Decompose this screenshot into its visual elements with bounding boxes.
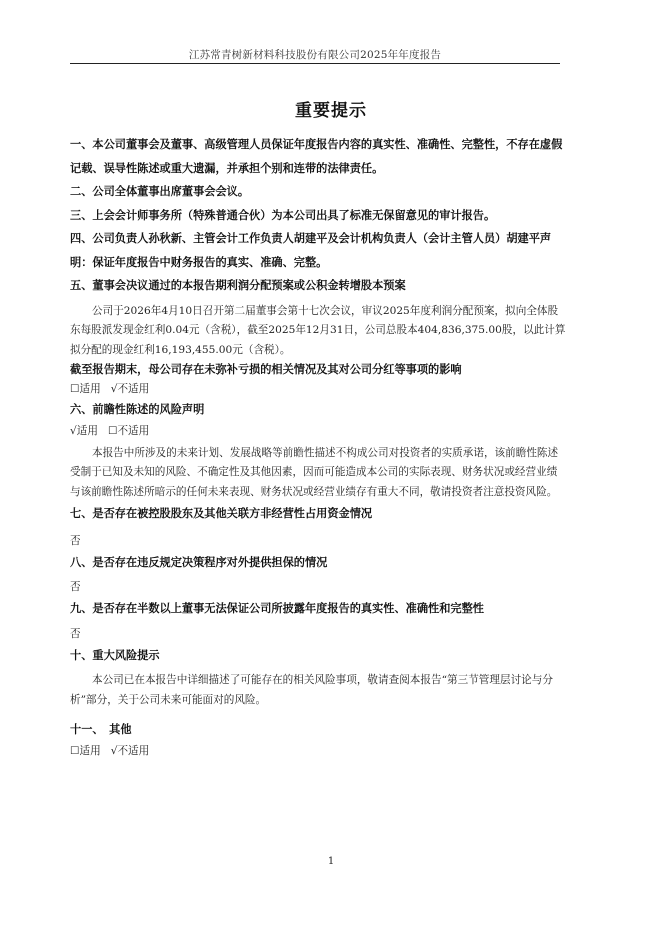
section-8-answer: 否 — [70, 581, 81, 593]
loss-heading: 截至报告期末，母公司存在未弥补亏损的相关情况及其对公司分红等事项的影响 — [70, 363, 462, 376]
section-3-statement: 三、上会会计师事务所（特殊普通合伙）为本公司出具了标准无保留意见的审计报告。 — [70, 208, 496, 222]
loss-not-applicable-option: √不适用 — [110, 383, 150, 395]
section-7-answer: 否 — [70, 534, 81, 547]
section-1-statement: 一、本公司董事会及董事、高级管理人员保证年度报告内容的真实性、准确性、完整性，不存在虚假记载、误导性陈述或重大遗漏，并承担个别和连带的法律责任。 — [70, 138, 563, 175]
s11-not-applicable-option: √不适用 — [110, 744, 150, 757]
header-divider — [70, 63, 560, 64]
loss-applicable-option: ☐适用 — [70, 383, 101, 395]
section-6-body: 本报告中所涉及的未来计划、发展战略等前瞻性描述不构成公司对投资者的实质承诺，该前瞻性陈述受制于已知及未知的风险、不确定性及其他因素，因而可能造成本公司的实际表现、财务状况或经营业绩与该前瞻性陈述所暗示的任何未来表现、财务状况或经营业绩存有重大不同，敬请投资者注意投资风险。 — [70, 446, 559, 498]
page-number: 1 — [327, 856, 335, 867]
section-4-statement: 四、公司负责人孙秋新、主管会计工作负责人胡建平及会计机构负责人（会计主管人员）胡建平声明：保证年度报告中财务报告的真实、准确、完整。 — [70, 232, 552, 269]
s6-applicable-option: √适用 — [70, 424, 98, 437]
section-5-body: 公司于2026年4月10日召开第二届董事会第十七次会议，审议2025年度利润分配预案，拟向全体股东每股派发现金红利0.04元（含税），截至2025年12月31日，公司总股本404,836,375.00股，以此计算拟分配的现金红利16,193,455.00元（含税）。 — [70, 304, 566, 356]
section-6-heading: 六、前瞻性陈述的风险声明 — [70, 403, 205, 416]
notice-content — [70, 133, 566, 760]
s11-applicable-option: ☐适用 — [70, 744, 101, 757]
section-8-heading: 八、是否存在违反规定决策程序对外提供担保的情况 — [70, 555, 328, 569]
section-9-heading: 九、是否存在半数以上董事无法保证公司所披露年度报告的真实性、准确性和完整性 — [70, 602, 484, 615]
running-header: 江苏常青树新材料科技股份有限公司2025年年度报告 — [188, 49, 442, 61]
section-10-body: 本公司已在本报告中详细描述了可能存在的相关风险事项，敬请查阅本报告“第三节管理层讨论与分析”部分，关于公司未来可能面对的风险。 — [70, 674, 553, 706]
section-10-heading: 十、重大风险提示 — [70, 648, 160, 662]
s6-not-applicable-option: ☐不适用 — [107, 424, 150, 437]
section-2-statement: 二、公司全体董事出席董事会会议。 — [70, 185, 250, 198]
page-title: 重要提示 — [295, 101, 367, 121]
section-6-applicability — [70, 422, 566, 440]
section-9-answer: 否 — [70, 627, 81, 640]
loss-applicability — [70, 380, 566, 398]
section-11-heading: 十一、 其他 — [70, 723, 132, 736]
section-7-heading: 七、是否存在被控股股东及其他关联方非经营性占用资金情况 — [70, 507, 373, 520]
section-5-heading: 五、董事会决议通过的本报告期利润分配预案或公积金转增股本预案 — [70, 279, 406, 292]
section-11-applicability — [70, 742, 566, 760]
